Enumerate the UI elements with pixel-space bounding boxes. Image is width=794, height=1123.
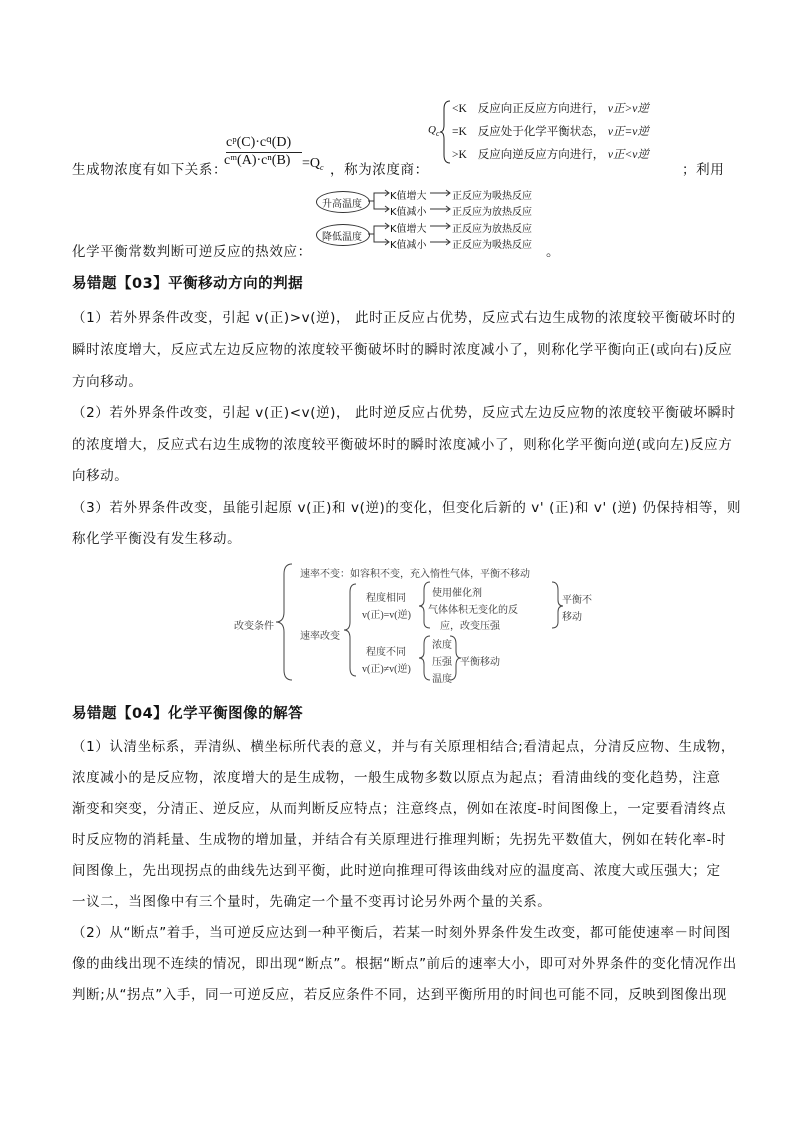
lower-result-down: 正反应为吸热反应 [452,240,532,251]
diagram-equal-result: 移动 [562,612,582,623]
qc-case-1: <K 反应向正反应方向进行， v正>v逆 [452,101,649,115]
diagram-root: 改变条件 [234,621,274,632]
qc-case-3: >K 反应向逆反应方向进行， v正<v逆 [452,147,649,161]
paragraph-line: 像的曲线出现不连续的情况，即出现“断点”。根据“断点”前后的速率大小，即可对外界条件的变化情况作出 [72,956,737,972]
paragraph-line: 时反应物的消耗量、生成物的增加量，并结合有关原理进行推理判断；先拐先平数值大，例如在转化率-时 [72,832,727,848]
diagram-diff-item: 压强 [432,657,452,668]
diagram-equal-item: 气体体积无变化的反 [428,605,518,616]
lower-result-up: 正反应为放热反应 [452,224,532,235]
raise-temp-label: 升高温度 [322,199,362,210]
diagram-equal-item: 使用催化剂 [432,588,482,599]
raise-k-up: K值增大 [390,191,427,202]
qc-label: $Q_c$ [428,124,440,138]
qc-case-2: =K 反应处于化学平衡状态， v正=v逆 [452,124,649,138]
paragraph-line: （2）若外界条件改变，引起 v(正)<v(逆)， 此时逆反应占优势，反应式左边反应物的浓度较平衡破坏瞬时 [72,405,736,421]
paragraph-line: 方向移动。 [72,374,143,390]
paragraph-line: 瞬时浓度增大，反应式左边反应物的浓度较平衡破坏时的瞬时浓度减小了，则称化学平衡向正(或向右)反应 [72,342,733,358]
paragraph-line: （1）认清坐标系，弄清纵、横坐标所代表的意义，并与有关原理相结合;看清起点，分清反应物、生成物， [72,739,735,755]
paragraph-line: 渐变和突变，分清正、逆反应，从而判断反应特点；注意终点，例如在浓度-时间图像上，一定要看清终点 [72,801,727,817]
qc-brace [440,99,452,165]
paragraph-line: （1）若外界条件改变，引起 v(正)>v(逆)， 此时正反应占优势，反应式右边生成物的浓度较平衡破坏时的 [72,310,736,326]
formula-tail: ；利用 [682,162,725,178]
diagram-equal-eq: v(正)=v(逆) [362,610,411,621]
lower-k-up: K值增大 [390,224,427,235]
formula-after: ，称为浓度商： [330,162,429,178]
heat-end: 。 [546,244,561,260]
paragraph-line: （2）从“断点”着手，当可逆反应达到一种平衡后，若某一时刻外界条件发生改变，都可能使速率－时间图 [72,925,731,941]
paragraph-line: 一议二，当图像中有三个量时，先确定一个量不变再讨论另外两个量的关系。 [72,894,552,910]
section-04-title: 易错题【04】化学平衡图像的解答 [72,706,304,722]
paragraph-line: 浓度减小的是反应物，浓度增大的是生成物，一般生成物多数以原点为起点；看清曲线的变化趋势，注意 [72,770,721,786]
paragraph-line: 间图像上，先出现拐点的曲线先达到平衡，此时逆向推理可得该曲线对应的温度高、浓度大或压强大；定 [72,863,721,879]
diagram-equal-result: 平衡不 [562,595,592,606]
qc-equals: $=Q_c$ [302,156,324,172]
raise-result-up: 正反应为吸热反应 [452,191,532,202]
diagram-diff-degree: 程度不同 [366,647,406,658]
lower-k-down: K值减小 [390,240,427,251]
diagram-diff-item: 温度 [432,674,452,685]
diagram-diff-eq: v(正)≠v(逆) [362,664,411,675]
lower-temp-label: 降低温度 [322,232,362,243]
paragraph-line: 称化学平衡没有发生移动。 [72,531,242,547]
diagram-rate-same: 速率不变：如容积不变，充入惰性气体，平衡不移动 [300,569,530,580]
fraction-numerator: cᵖ(C)·c𐞥(D) [226,135,292,150]
diagram-diff-result: 平衡移动 [460,657,500,668]
formula-lead: 生成物浓度有如下关系： [72,162,228,178]
diagram-equal-degree: 程度相同 [366,593,406,604]
section-03-title: 易错题【03】平衡移动方向的判据 [72,276,304,292]
diagram-diff-item: 浓度 [432,640,452,651]
raise-k-down: K值减小 [390,207,427,218]
paragraph-line: 判断;从“拐点”入手，同一可逆反应，若反应条件不同，达到平衡所用的时间也可能不同，反映到图像出现 [72,987,727,1003]
diagram-rate-change: 速率改变 [300,631,340,642]
raise-result-down: 正反应为放热反应 [452,207,532,218]
paragraph-line: 的浓度增大，反应式右边生成物的浓度较平衡破坏时的瞬时浓度减小了，则称化学平衡向逆(或向左)反应方 [72,437,733,453]
diagram-equal-item: 应，改变压强 [440,621,500,632]
paragraph-line: （3）若外界条件改变，虽能引起原 v(正)和 v(逆)的变化，但变化后新的 v' (正)和 v' (逆) 仍保持相等，则 [72,500,742,516]
paragraph-line: 向移动。 [72,468,129,484]
heat-lead: 化学平衡常数判断可逆反应的热效应： [72,244,312,260]
fraction-denominator: cᵐ(A)·cⁿ(B) [224,153,291,168]
